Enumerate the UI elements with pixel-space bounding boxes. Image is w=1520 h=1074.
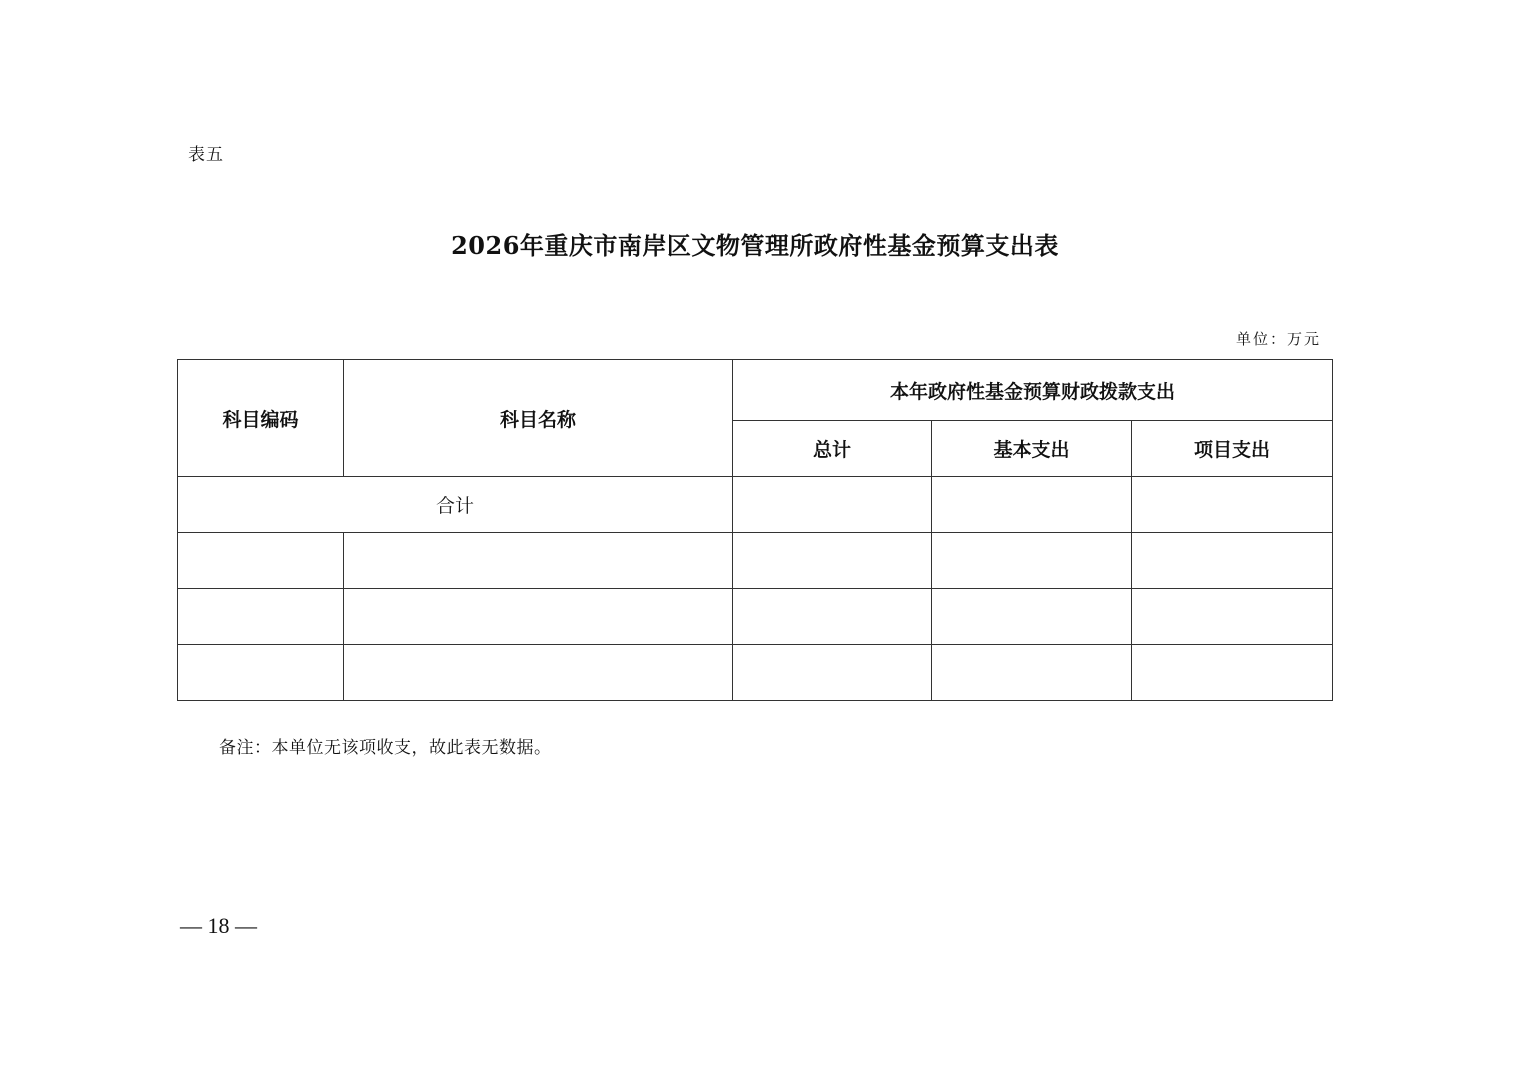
header-row-1 [178,360,1333,421]
total-row [178,477,1333,533]
basic-cell [932,533,1132,589]
total-cell [733,645,932,701]
document-title: 2026年重庆市南岸区文物管理所政府性基金预算支出表 [451,231,1059,260]
unit-label: 单位：万元 [1235,330,1321,348]
project-cell [1132,645,1333,701]
code-cell [178,533,344,589]
basic-cell [932,645,1132,701]
total-cell [733,589,932,645]
header-group: 本年政府性基金预算财政拨款支出 [733,360,1333,421]
header-name: 科目名称 [344,360,733,477]
header-project: 项目支出 [1132,421,1333,477]
table-label: 表五 [188,145,224,165]
project-cell [1132,589,1333,645]
header-code: 科目编码 [178,360,344,477]
project-cell [1132,477,1333,533]
page-number: — 18 — [180,913,257,938]
name-cell [344,589,733,645]
basic-cell [932,589,1132,645]
total-label: 合计 [178,477,733,533]
budget-table [177,359,1333,701]
basic-cell [932,477,1132,533]
code-cell [178,589,344,645]
table-row [178,645,1333,701]
code-cell [178,645,344,701]
project-cell [1132,533,1333,589]
table-row [178,589,1333,645]
total-cell [733,533,932,589]
table-row [178,533,1333,589]
name-cell [344,533,733,589]
name-cell [344,645,733,701]
total-cell [733,477,932,533]
header-total: 总计 [733,421,932,477]
header-basic: 基本支出 [932,421,1132,477]
table-note: 备注：本单位无该项收支，故此表无数据。 [219,738,552,758]
